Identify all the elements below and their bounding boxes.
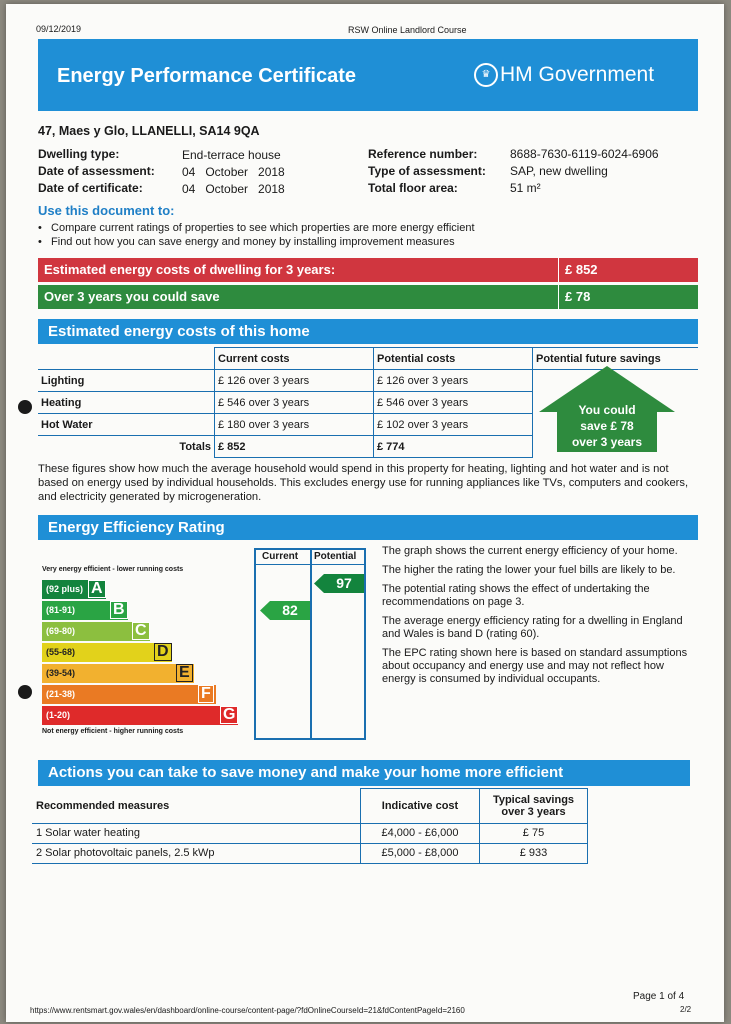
- rating-band-b: [42, 601, 128, 620]
- band-letter: F: [198, 685, 214, 703]
- costs-table: [38, 347, 698, 458]
- dwelling-type-value: End-terrace house: [182, 148, 281, 162]
- band-letter: D: [154, 643, 172, 661]
- actions-section-title: Actions you can take to save money and make your home more efficient: [48, 764, 564, 781]
- costs-note: These figures show how much the average household would spend in this property for heating, lighting and hot water and is not based on energy used by individual households. This excludes energy use for running appliances like TVs, computers and cookers, and electricity generated by microgeneration.: [38, 463, 689, 503]
- rating-band-e: [42, 664, 194, 683]
- measure-name: 2 Solar photovoltaic panels, 2.5 kWp: [32, 843, 361, 863]
- certificate-date-value: 04 October 2018: [182, 182, 285, 196]
- band-range: (92 plus): [46, 584, 84, 594]
- current-cost: £ 126 over 3 years: [215, 370, 374, 392]
- assessment-date-value: 04 October 2018: [182, 165, 285, 179]
- savings-house: [533, 370, 699, 458]
- savings-line: save £ 78: [580, 419, 634, 433]
- table-row: [32, 843, 588, 863]
- rating-band-c: [42, 622, 150, 641]
- band-letter: G: [220, 706, 238, 724]
- rating-section-header: [38, 515, 698, 540]
- actions-table: [32, 788, 588, 864]
- potential-rating-arrow: [314, 574, 364, 598]
- bottom-efficiency-label: Not energy efficient - higher running costs: [42, 728, 184, 735]
- savings-bar: [38, 285, 698, 309]
- costs-section-header: [38, 319, 698, 344]
- potential-column-label: Potential: [314, 551, 357, 562]
- reference-value: 8688-7630-6119-6024-6906: [510, 147, 659, 161]
- rating-band-a: [42, 580, 106, 599]
- course-title: RSW Online Landlord Course: [348, 25, 467, 35]
- floor-area-label: Total floor area:: [368, 181, 458, 195]
- measure-name: 1 Solar water heating: [32, 823, 361, 843]
- potential-cost: £ 126 over 3 years: [374, 370, 533, 392]
- bullet-compare: • Compare current ratings of properties to see which properties are more energy efficient: [38, 222, 475, 234]
- column-header: [38, 348, 215, 370]
- band-letter: C: [132, 622, 150, 640]
- column-divider: [310, 550, 312, 738]
- certificate-page: [6, 4, 724, 1022]
- measure-cost: £5,000 - £8,000: [361, 843, 480, 863]
- savings-value: £ 78: [558, 285, 590, 309]
- current-column-label: Current: [262, 551, 299, 562]
- rating-band-f: [42, 685, 216, 704]
- bullet-find-out: • Find out how you can save energy and money by installing improvement measures: [38, 236, 455, 248]
- punch-hole: [18, 400, 32, 414]
- royal-crest-icon: ♛: [474, 63, 498, 87]
- band-range: (1-20): [46, 710, 71, 720]
- certificate-banner: [38, 39, 698, 111]
- floor-area-value: 51 m²: [510, 181, 541, 195]
- row-label: Lighting: [38, 370, 215, 392]
- row-label: Heating: [38, 392, 215, 414]
- rating-band-g: [42, 706, 238, 725]
- column-header: Typical savings over 3 years: [480, 789, 588, 824]
- rating-note: The graph shows the current energy efficiency of your home.: [382, 545, 678, 557]
- column-header: Potential future savings: [533, 348, 699, 370]
- row-label: Hot Water: [38, 414, 215, 436]
- rating-chart: [38, 546, 368, 742]
- certificate-title: Energy Performance Certificate: [57, 65, 357, 87]
- measure-saving: £ 933: [480, 843, 588, 863]
- rating-notes: [382, 545, 698, 692]
- band-range: (69-80): [46, 626, 76, 636]
- assessment-type-value: SAP, new dwelling: [510, 164, 608, 178]
- table-row: [32, 823, 588, 843]
- potential-rating-value: 97: [336, 575, 352, 591]
- print-date: 09/12/2019: [36, 24, 82, 34]
- totals-current: £ 852: [215, 436, 374, 458]
- band-range: (21-38): [46, 689, 76, 699]
- actions-section-header: [38, 760, 690, 786]
- potential-cost: £ 102 over 3 years: [374, 414, 533, 436]
- hm-government-logo: [474, 63, 654, 87]
- measure-cost: £4,000 - £6,000: [361, 823, 480, 843]
- current-rating-arrow: [260, 601, 310, 625]
- sub-page-number: 2/2: [680, 1005, 692, 1014]
- reference-label: Reference number:: [368, 147, 478, 161]
- punch-hole: [18, 685, 32, 699]
- bullet-text: Find out how you can save energy and money by installing improvement measures: [51, 236, 455, 248]
- table-row: [38, 370, 698, 392]
- estimated-cost-label: Estimated energy costs of dwelling for 3 years:: [44, 262, 336, 277]
- totals-label: Totals: [38, 436, 215, 458]
- savings-line: You could: [578, 403, 636, 417]
- use-document-title: Use this document to:: [38, 203, 175, 218]
- costs-section-title: Estimated energy costs of this home: [48, 323, 310, 340]
- rating-note: The potential rating shows the effect of undertaking the recommendations on page 3.: [382, 583, 650, 608]
- rating-note: The higher the rating the lower your fuel bills are likely to be.: [382, 564, 676, 576]
- column-header: Indicative cost: [361, 789, 480, 824]
- savings-label: Over 3 years you could save: [44, 289, 220, 304]
- measure-saving: £ 75: [480, 823, 588, 843]
- estimated-cost-bar: [38, 258, 698, 282]
- column-header: Recommended measures: [32, 789, 361, 824]
- band-range: (55-68): [46, 647, 76, 657]
- bullet-text: Compare current ratings of properties to see which properties are more energy efficient: [51, 222, 475, 234]
- rating-band-d: [42, 643, 172, 662]
- column-header: Current costs: [215, 348, 374, 370]
- top-efficiency-label: Very energy efficient - lower running costs: [42, 566, 184, 573]
- house-savings-text: [537, 402, 677, 450]
- band-letter: B: [110, 601, 128, 619]
- current-cost: £ 546 over 3 years: [215, 392, 374, 414]
- government-name: HM Government: [500, 63, 655, 86]
- footer-url[interactable]: https://www.rentsmart.gov.wales/en/dashboard/online-course/content-page/?fdOnlineCourseId=21&fdContentPageId=2160: [30, 1006, 465, 1015]
- assessment-type-label: Type of assessment:: [368, 164, 486, 178]
- band-letter: E: [176, 664, 193, 682]
- certificate-date-label: Date of certificate:: [38, 181, 143, 195]
- property-address: 47, Maes y Glo, LLANELLI, SA14 9QA: [38, 124, 260, 138]
- band-range: (39-54): [46, 668, 76, 678]
- potential-cost: £ 546 over 3 years: [374, 392, 533, 414]
- savings-line: over 3 years: [571, 435, 643, 449]
- table-header-row: [32, 789, 588, 824]
- current-cost: £ 180 over 3 years: [215, 414, 374, 436]
- column-header: Potential costs: [374, 348, 533, 370]
- estimated-cost-value: £ 852: [558, 258, 598, 282]
- totals-potential: £ 774: [374, 436, 533, 458]
- assessment-date-label: Date of assessment:: [38, 164, 155, 178]
- band-letter: A: [88, 580, 106, 598]
- page-number: Page 1 of 4: [633, 991, 685, 1002]
- band-range: (81-91): [46, 605, 76, 615]
- header-divider: [256, 564, 364, 565]
- rating-section-title: Energy Efficiency Rating: [48, 519, 225, 536]
- current-rating-value: 82: [282, 602, 298, 618]
- rating-note: The EPC rating shown here is based on standard assumptions about occupancy and energy use and may not reflect how energy is consumed by individual occupants.: [382, 647, 688, 685]
- dwelling-type-label: Dwelling type:: [38, 147, 120, 161]
- rating-note: The average energy efficiency rating for a dwelling in England and Wales is band D (rating 60).: [382, 615, 683, 640]
